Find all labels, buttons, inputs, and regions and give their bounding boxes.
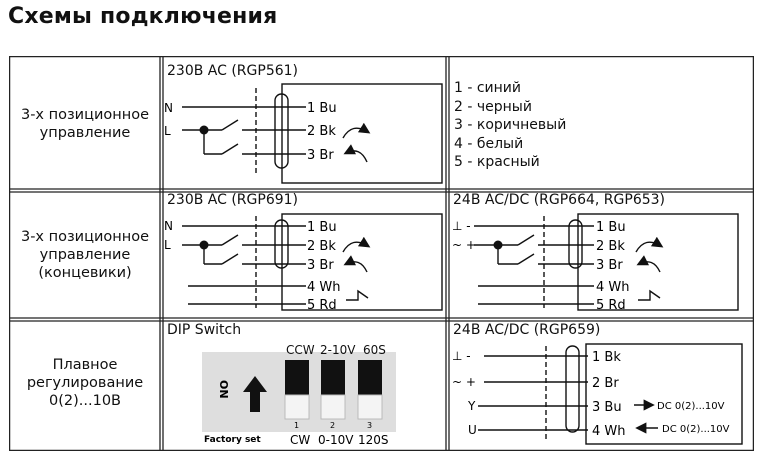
row3-input-gnd: ⊥ - (452, 349, 471, 363)
row2-left-wire-3: 3 Br (307, 258, 334, 273)
row2-left-input-l: L (164, 238, 171, 252)
row3-signal-out: DC 0(2)...10V (657, 401, 725, 412)
row1-label: 3-х позиционное управление (20, 107, 150, 141)
dip-bottom-3: 120S (358, 433, 389, 447)
dip-number-1: 1 (294, 421, 300, 430)
row1-wire-2: 2 Bk (307, 124, 336, 139)
row2-left-wire-4: 4 Wh (307, 280, 341, 295)
row2-right-wire-1: 1 Bu (596, 220, 626, 235)
dip-switch-2 (321, 360, 345, 419)
dip-on-label: ON (217, 380, 230, 399)
row2-left-wiring-diagram (160, 212, 445, 316)
row2-right-wire-2: 2 Bk (596, 239, 625, 254)
row2-left-caption: 230В AC (RGP691) (167, 192, 298, 208)
row2-right-wire-5: 5 Rd (596, 298, 626, 313)
row2-left-wire-5: 5 Rd (307, 298, 337, 313)
row3-signal-in: DC 0(2)...10V (662, 424, 730, 435)
row2-right-caption: 24В AC/DC (RGP664, RGP653) (453, 192, 666, 208)
dip-top-2: 2-10V (320, 343, 356, 357)
dip-number-2: 2 (330, 421, 336, 430)
row2-left-wire-1: 1 Bu (307, 220, 337, 235)
row1-input-l: L (164, 124, 171, 138)
dip-switch-1 (285, 360, 309, 419)
dip-top-3: 60S (363, 343, 386, 357)
dip-number-3: 3 (367, 421, 373, 430)
row1-left-caption: 230В AC (RGP561) (167, 63, 298, 79)
row2-left-input-n: N (164, 219, 173, 233)
row2-label: 3-х позиционное управление (концевики) (20, 229, 150, 281)
row3-left-caption: DIP Switch (167, 322, 242, 338)
row3-right-wiring-diagram (448, 342, 748, 448)
row2-right-wire-3: 3 Br (596, 258, 623, 273)
page-title: Схемы подключения (8, 4, 278, 29)
color-legend: 1 - синий 2 - черный 3 - коричневый 4 - белый 5 - красный (454, 80, 567, 170)
row3-label: Плавное регулирование 0(2)...10В (26, 357, 144, 409)
row3-right-caption: 24В AC/DC (RGP659) (453, 322, 601, 338)
row3-input-y: Y (468, 399, 476, 413)
row1-wire-1: 1 Bu (307, 101, 337, 116)
row2-right-wire-4: 4 Wh (596, 280, 630, 295)
row3-wire-1: 1 Bk (592, 350, 621, 365)
dip-top-1: CCW (286, 343, 315, 357)
row3-wire-2: 2 Br (592, 376, 619, 391)
row2-left-wire-2: 2 Bk (307, 239, 336, 254)
dip-bottom-2: 0-10V (318, 433, 354, 447)
dip-bottom-1: CW (290, 433, 311, 447)
row2-right-input-gnd: ⊥ - (452, 219, 471, 233)
dip-factory-label: Factory set (204, 435, 261, 445)
row3-wire-3: 3 Bu (592, 400, 622, 415)
row3-input-pwr: ~ + (452, 375, 476, 389)
row3-wire-4: 4 Wh (592, 424, 626, 439)
row3-input-u: U (468, 423, 477, 437)
row1-wire-3: 3 Br (307, 148, 334, 163)
dip-switch-3 (358, 360, 382, 419)
row2-right-wiring-diagram (448, 212, 748, 316)
row1-wiring-diagram (160, 80, 445, 190)
row2-right-input-pwr: ~ + (452, 238, 476, 252)
row1-input-n: N (164, 101, 173, 115)
